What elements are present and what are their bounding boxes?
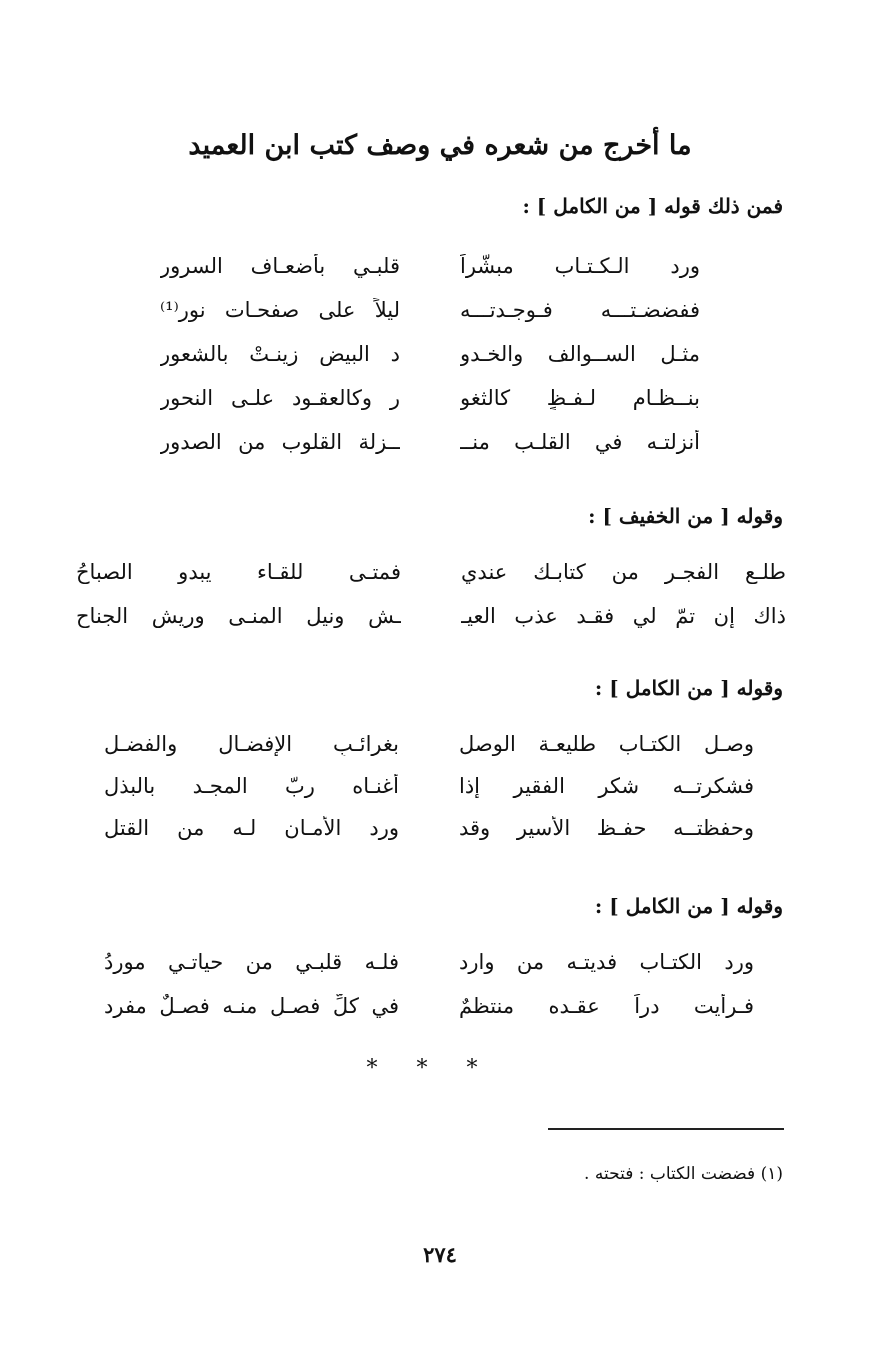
verse-second-hemistich: فمتـى للقـاء يبدو الصباحُ	[76, 560, 401, 584]
verse-second-hemistich: ــزلة القلوب من الصدور	[160, 430, 400, 454]
verse-first-hemistich: فشكرتــه شكر الفقير إذا	[459, 774, 754, 798]
verse-second-hemistich: فلـه قلبـي من حياتـي موردُ	[104, 950, 399, 974]
verse-second-hemistich: ورد الأمـان لـه من القتل	[104, 816, 399, 840]
verse-second-hemistich: د البيضِ زينـتْ بالشعور	[160, 342, 400, 366]
verse-second-hemistich: ر وكالعقـود علـى النحور	[160, 386, 400, 410]
section-intro: وقوله [ من الكامل ] :	[594, 676, 783, 700]
verse-first-hemistich: ذاك إن تمّ لي فقـد عذب العيـ	[461, 604, 786, 628]
section-intro: فمن ذلك قوله [ من الكامل ] :	[522, 194, 783, 218]
footnote-rule	[548, 1128, 784, 1130]
verse-second-hemistich: أغنـاه ربّ المجـد بالبذل	[104, 774, 399, 798]
verse-line	[160, 298, 700, 338]
verse-first-hemistich: وصـل الكتـاب طليعـة الوصل	[459, 732, 754, 756]
verse-second-hemistich: ـش ونيل المنـى وريش الجناح	[76, 604, 401, 628]
verse-second-hemistich: في كلِّ فصـلٍ منـه فصـلٌ مفرد	[104, 994, 399, 1018]
verse-line	[104, 816, 754, 856]
verse-first-hemistich: ورد الكتـاب فديتـه من وارد	[459, 950, 754, 974]
verse-first-hemistich: ففضضـتـــه فـوجـدتـــه	[460, 298, 700, 322]
section-intro: وقوله [ من الكامل ] :	[594, 894, 783, 918]
verse-second-hemistich: قلبـي بأضعـاف السرورِ	[160, 254, 400, 278]
verse-first-hemistich: بنــظـام لـفـظٍ كالثغو	[460, 386, 700, 410]
section-separator-stars: * * *	[366, 1056, 494, 1081]
footnote: (١) فضضت الكتاب : فتحته .	[584, 1164, 783, 1184]
verse-first-hemistich: وحفظتــه حفـظ الأسير وقد	[459, 816, 754, 840]
verse-line	[76, 604, 786, 644]
verse-line	[160, 386, 700, 426]
verse-second-hemistich: ليلاً على صفحـات نور⁽¹⁾	[160, 298, 400, 322]
verse-first-hemistich: ورد الـكـتـاب مبشّراً	[460, 254, 700, 278]
verse-second-hemistich: بغرائـبِ الإفضـال والفضـلِ	[104, 732, 399, 756]
verse-line	[104, 994, 754, 1034]
verse-first-hemistich: فـرأيت دراً عقـده منتظمٌ	[459, 994, 754, 1018]
verse-line	[104, 732, 754, 772]
verse-line	[160, 254, 700, 294]
verse-first-hemistich: مثـل الســوالف والخـدو	[460, 342, 700, 366]
verse-line	[160, 342, 700, 382]
verse-line	[160, 430, 700, 470]
page-title: ما أخرج من شعره في وصف كتب ابن العميد	[188, 130, 692, 161]
verse-line	[104, 950, 754, 990]
verse-first-hemistich: طلـع الفجـر من كتابـك عندي	[461, 560, 786, 584]
page-number: ٢٧٤	[423, 1242, 457, 1267]
section-intro: وقوله [ من الخفيف ] :	[588, 504, 783, 528]
verse-line	[76, 560, 786, 600]
verse-first-hemistich: أنزلتـه في القلـب منــ	[460, 430, 700, 454]
verse-line	[104, 774, 754, 814]
